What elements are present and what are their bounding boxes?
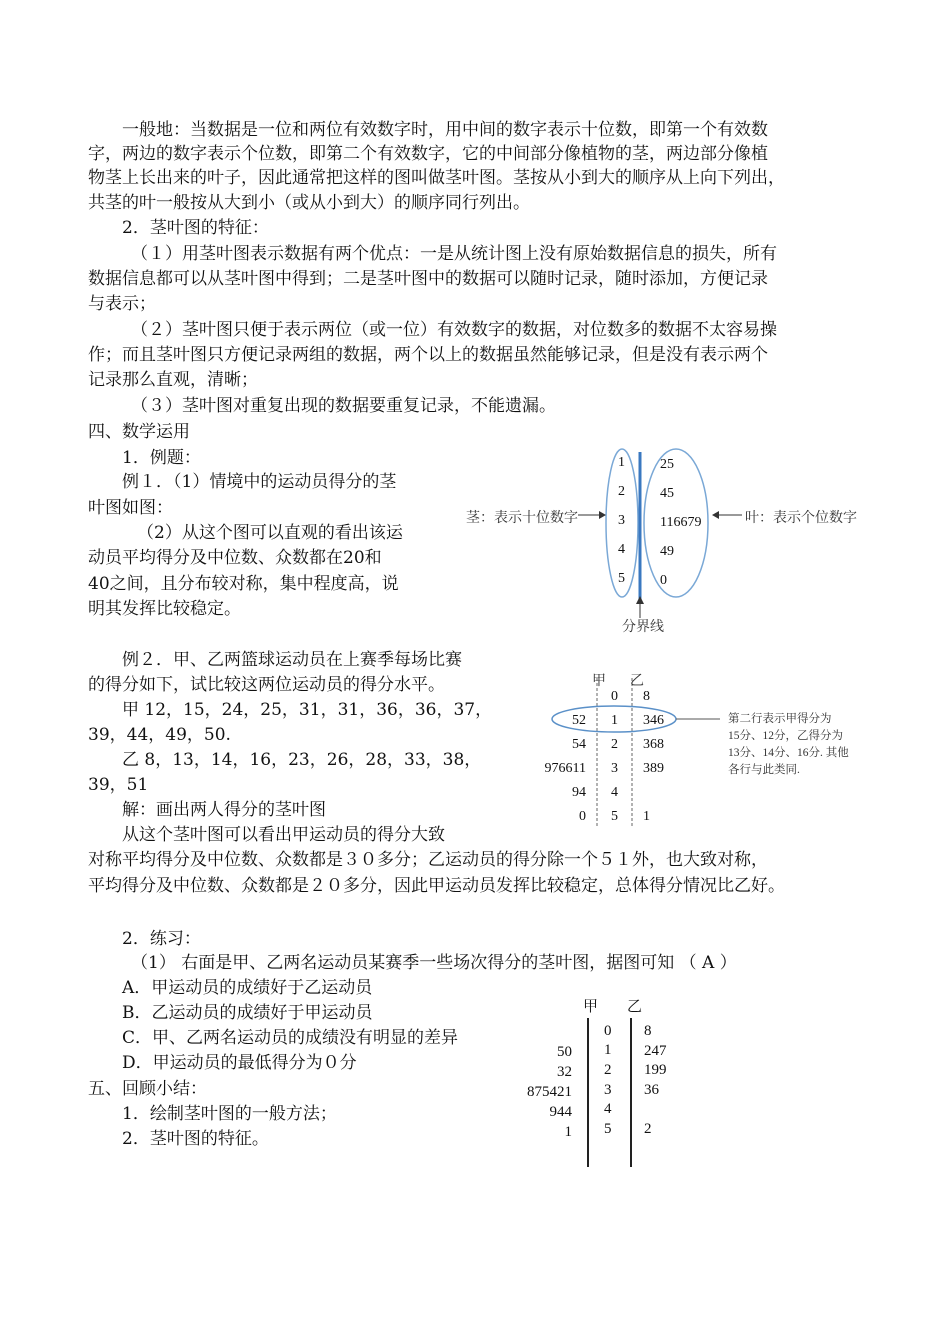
stem-value: 2 [604,1062,612,1078]
stem-value: 5 [604,1121,612,1137]
para-line: 例１．（1）情境中的运动员得分的茎 [122,472,397,492]
summary-item: 1．绘制茎叶图的一般方法； [122,1104,337,1124]
para-line: 叶图如图： [88,498,173,518]
stem-value: 3 [618,513,625,528]
para-line: 解：画出两人得分的茎叶图 [122,800,326,820]
stem-value: 5 [618,571,625,586]
para-line: 记录那么直观，清晰； [88,370,258,390]
summary-item: 2．茎叶图的特征。 [122,1129,269,1149]
divider-label: 分界线 [622,620,664,635]
para-line: 39，44，49，50. [88,725,231,745]
stem-value: 1 [618,455,625,470]
left-leaf: 52 [572,713,586,728]
para-line: （２）茎叶图只便于表示两位（或一位）有效数字的数据，对位数多的数据不太容易操 [131,320,777,340]
note-line: 第二行表示甲得分为 [728,713,832,725]
subheading: 2．练习： [122,929,201,949]
right-leaf: 8 [643,689,650,704]
left-leaf: 0 [579,809,586,824]
right-leaf: 8 [644,1023,652,1039]
left-leaf: 944 [549,1104,572,1120]
divider-line [630,1018,632,1167]
left-leaf: 94 [572,785,586,800]
para-line: 数据信息都可以从茎叶图中得到；二是茎叶图中的数据可以随时记录，随时添加，方便记录 [88,269,768,289]
para-line: 字，两边的数字表示个位数，即第二个有效数字，它的中间部分像植物的茎，两边部分像植 [88,144,768,164]
right-leaf: 368 [643,737,664,752]
left-leaf: 54 [572,737,586,752]
para-line: 例２．甲、乙两篮球运动员在上赛季每场比赛 [122,650,462,670]
para-line: 动员平均得分及中位数、众数都在20和 [88,548,382,568]
left-leaf: 32 [557,1064,572,1080]
header-yi: 乙 [627,999,643,1015]
para-line: （３）茎叶图对重复出现的数据要重复记录，不能遗漏。 [131,396,556,416]
stem-value: 4 [611,785,618,800]
left-leaf: 50 [557,1044,572,1060]
stem-value: 0 [611,689,618,704]
stem-value: 0 [604,1023,612,1039]
figure-1-shapes [460,440,910,640]
leaf-value: 49 [660,544,674,559]
right-leaf: 247 [644,1043,667,1059]
left-leaf: 875421 [527,1084,572,1100]
option-b: B．乙运动员的成绩好于甲运动员 [122,1003,373,1023]
right-leaf: 389 [643,761,664,776]
para-line: 明其发挥比较稳定。 [88,599,241,619]
heading-features: 2．茎叶图的特征： [122,218,269,238]
right-leaf: 346 [643,713,664,728]
stem-value: 4 [618,542,625,557]
para-line: 的得分如下，试比较这两位运动员的得分水平。 [88,675,445,695]
para-line: 平均得分及中位数、众数都是２０多分，因此甲运动员发挥比较稳定，总体得分情况比乙好。 [88,876,785,896]
para-line: 乙 8，13，14，16，23，26，28，33，38， [122,750,482,770]
stem-value: 4 [604,1101,612,1117]
subheading: 1．例题： [122,448,201,468]
option-a: A．甲运动员的成绩好于乙运动员 [122,978,373,998]
note-line: 13分、14分、16分. 其他 [728,747,849,759]
para-line: 39，51 [88,775,149,795]
leaf-value: 45 [660,486,674,501]
header-yi: 乙 [630,674,644,689]
right-leaf: 199 [644,1062,667,1078]
right-leaf: 2 [644,1121,652,1137]
question: （1） 右面是甲、乙两名运动员某赛季一些场次得分的茎叶图，据图可知 （ A ） [131,953,737,973]
stem-value: 3 [604,1082,612,1098]
section-heading: 五、回顾小结： [88,1079,207,1099]
para-line: 对称平均得分及中位数、众数都是３０多分；乙运动员的得分除一个５１外，也大致对称， [88,850,768,870]
para-line: 物茎上长出来的叶子，因此通常把这样的图叫做茎叶图。茎按从小到大的顺序从上向下列出， [88,168,785,188]
stem-label: 茎：表示十位数字 [466,511,578,526]
option-d: D．甲运动员的最低得分为０分 [122,1053,357,1073]
leaf-value: 0 [660,573,667,588]
para-line: 共茎的叶一般按从大到小（或从小到大）的顺序同行列出。 [88,193,530,213]
divider-line [587,1018,589,1167]
note-line: 15分、12分，乙得分为 [728,730,843,742]
leaf-label: 叶：表示个位数字 [745,511,857,526]
para-line: 甲 12，15，24，25，31，31，36，36，37， [122,700,493,720]
left-leaf: 976611 [544,761,586,776]
stem-value: 2 [611,737,618,752]
header-jia: 甲 [592,674,606,689]
stem-value: 1 [611,713,618,728]
para-line: 与表示； [88,294,156,314]
para-line: 一般地：当数据是一位和两位有效数字时，用中间的数字表示十位数，即第一个有效数 [122,120,768,140]
note-line: 各行与此类同. [728,764,800,776]
para-line: 40之间，且分布较对称，集中程度高，说 [88,574,399,594]
leaf-value: 116679 [660,515,702,530]
para-line: 作；而且茎叶图只方便记录两组的数据，两个以上的数据虽然能够记录，但是没有表示两个 [88,345,768,365]
stem-value: 2 [618,484,625,499]
stem-value: 3 [611,761,618,776]
option-c: C．甲、乙两名运动员的成绩没有明显的差异 [122,1028,459,1048]
right-leaf: 36 [644,1082,659,1098]
leaf-value: 25 [660,457,674,472]
para-line: （2）从这个图可以直观的看出该运 [137,523,403,543]
section-heading: 四、数学运用 [88,422,190,442]
header-jia: 甲 [583,999,599,1015]
para-line: 从这个茎叶图可以看出甲运动员的得分大致 [122,825,445,845]
para-line: （１）用茎叶图表示数据有两个优点：一是从统计图上没有原始数据信息的损失，所有 [131,244,777,264]
left-leaf: 1 [564,1124,572,1140]
stem-value: 5 [611,809,618,824]
right-leaf: 1 [643,809,650,824]
stem-value: 1 [604,1042,612,1058]
